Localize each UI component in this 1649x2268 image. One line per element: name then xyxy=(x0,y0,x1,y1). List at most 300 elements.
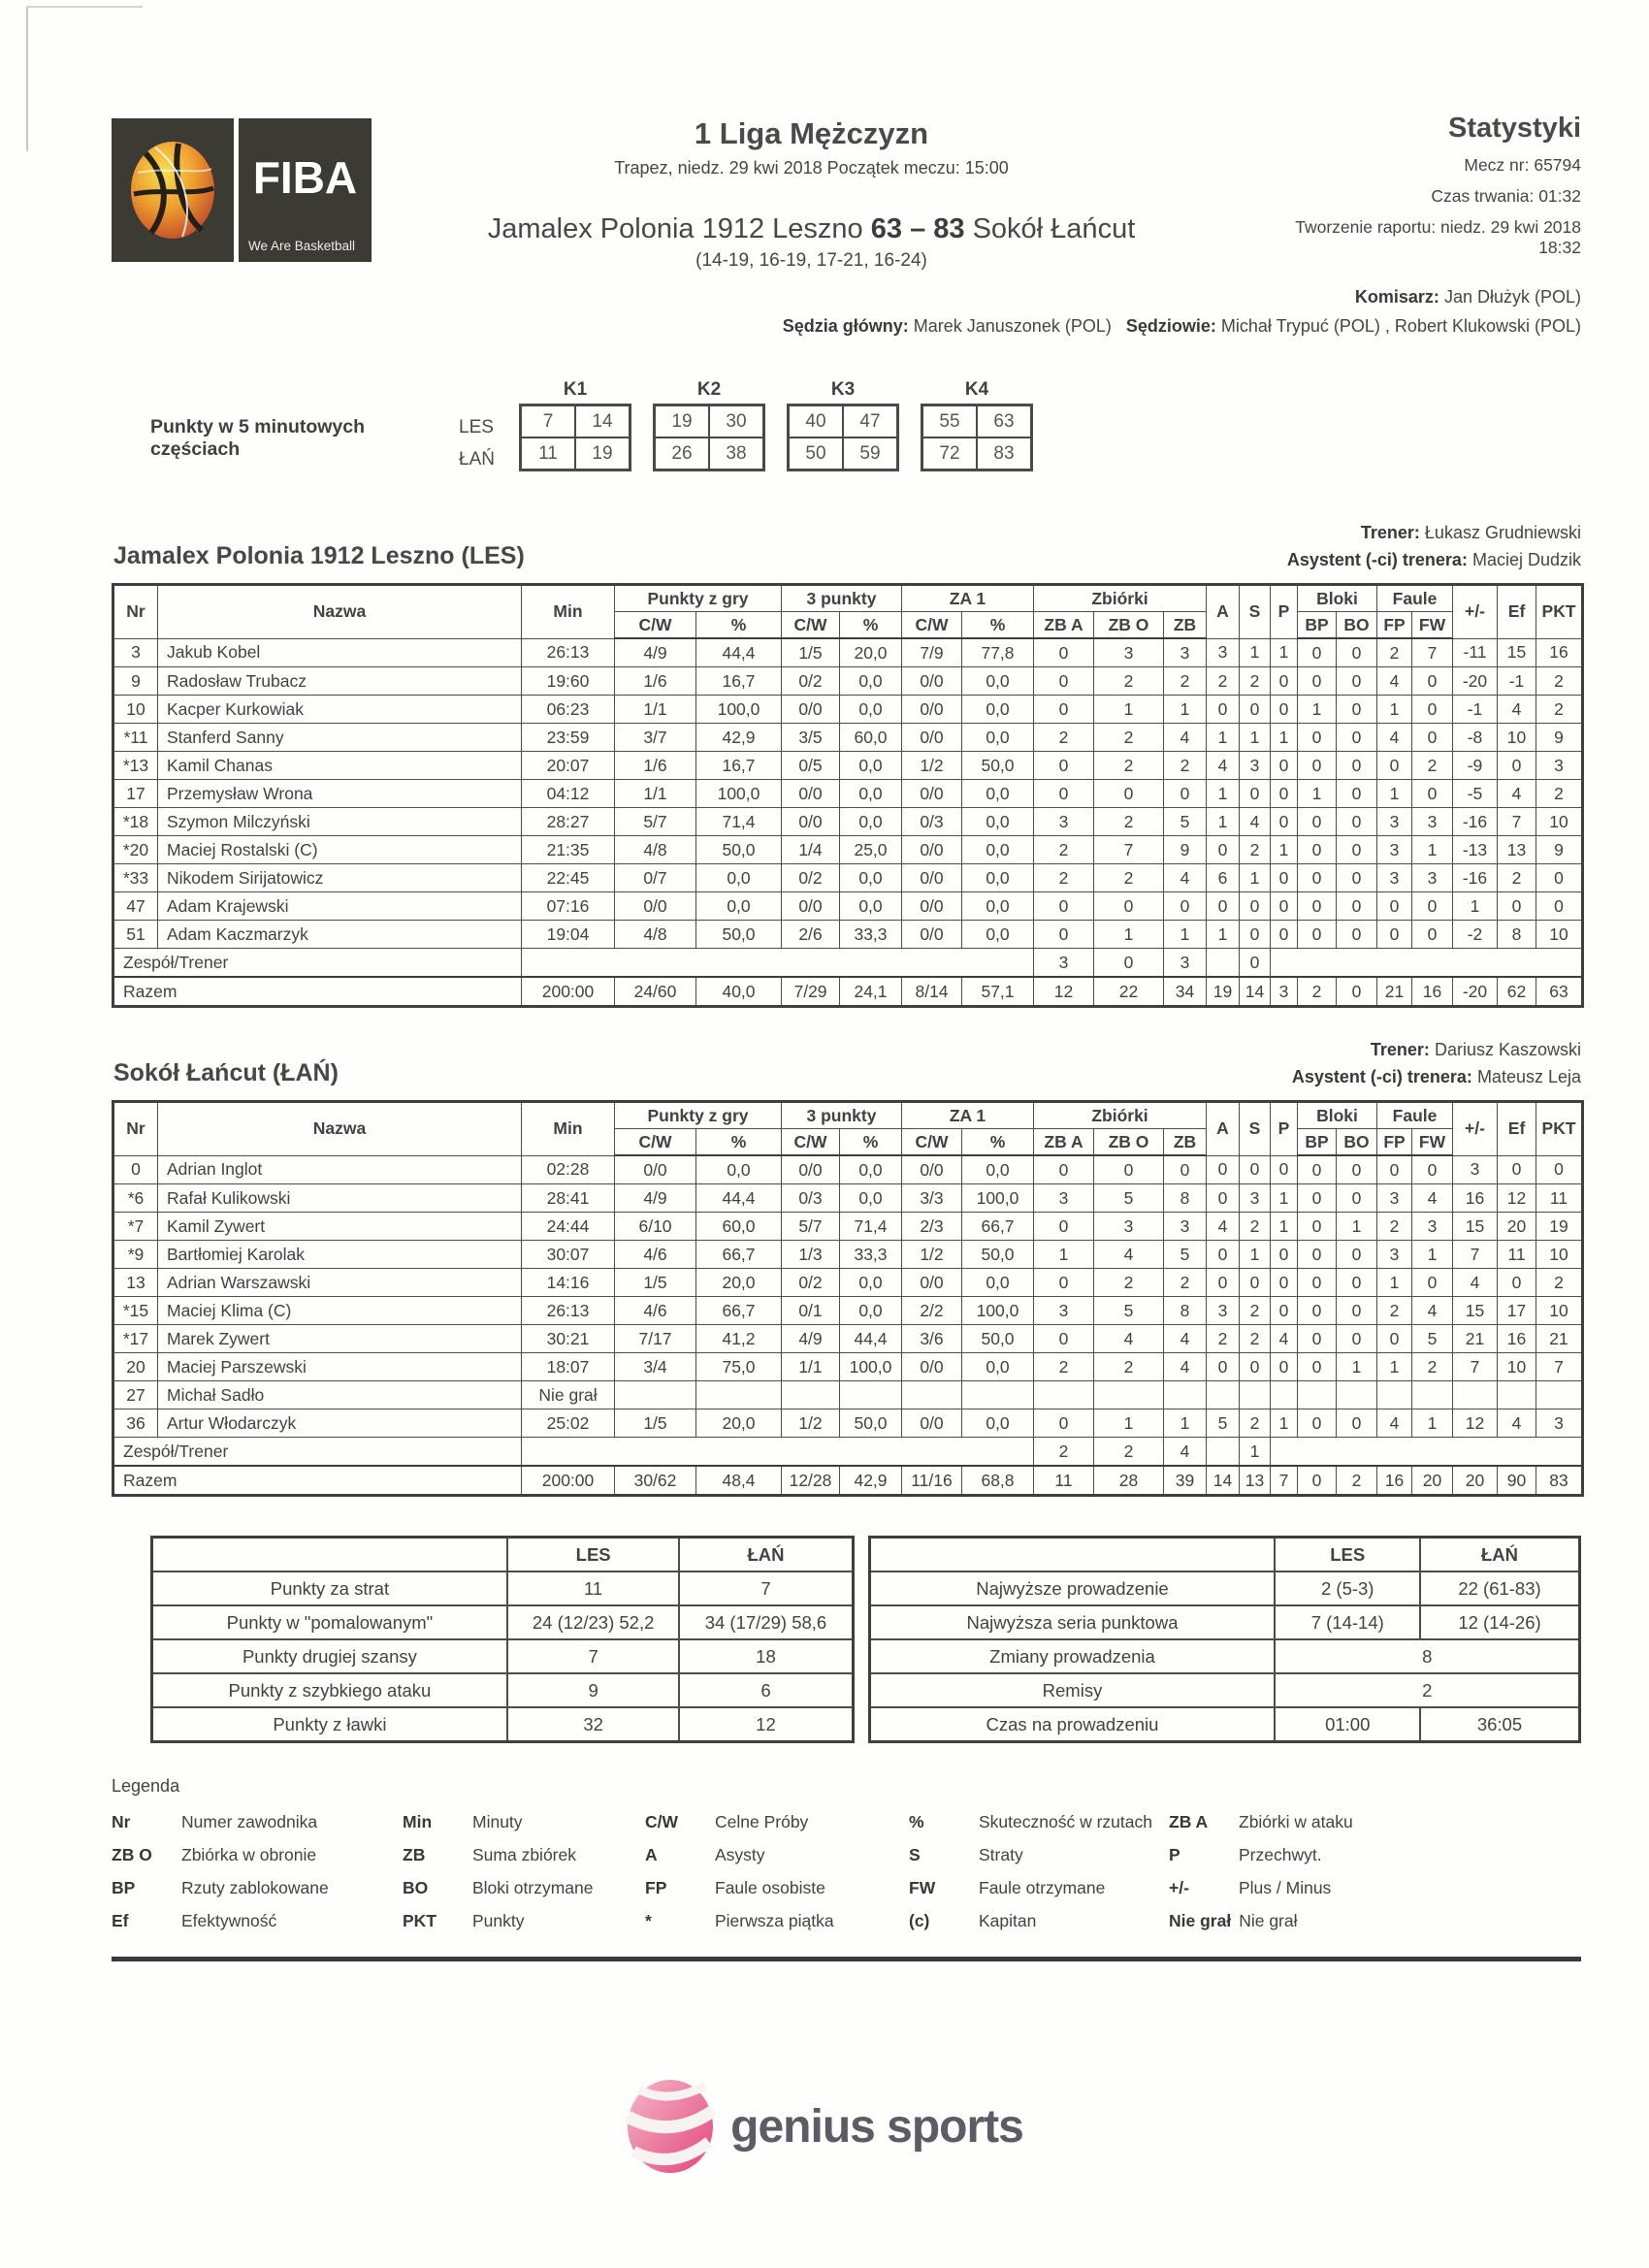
stat-cell: 0 xyxy=(1034,1269,1094,1297)
stat-cell: 4 xyxy=(1377,667,1412,696)
player-row xyxy=(113,892,1583,921)
player-row xyxy=(113,667,1583,696)
legend-description: Efektywność xyxy=(181,1911,277,1930)
stat-cell: 0 xyxy=(1094,949,1164,978)
player-name-cell: Marek Zywert xyxy=(158,1325,522,1353)
stat-cell: 0 xyxy=(1337,1409,1377,1438)
team1-name: Jamalex Polonia 1912 Leszno (LES) xyxy=(113,542,525,569)
stat-cell: 0 xyxy=(1412,921,1453,949)
stat-cell: 0 xyxy=(1498,1269,1536,1297)
legend-abbr: BP xyxy=(112,1878,136,1897)
home-team-code: LES xyxy=(459,416,494,437)
period-label: K3 xyxy=(830,379,856,400)
stat-cell: 1 xyxy=(1094,696,1164,724)
stat-cell: 14 xyxy=(1207,1466,1240,1496)
stat-cell: 0/0 xyxy=(902,864,962,892)
summary-row-label: Punkty za strat xyxy=(152,1571,507,1605)
stat-cell: 0 xyxy=(1298,667,1337,696)
stat-cell: 0/3 xyxy=(782,1184,840,1213)
summary-col-header: LES xyxy=(507,1538,680,1572)
stat-cell: 7 xyxy=(1094,836,1164,864)
stat-cell: 0 xyxy=(1298,752,1337,780)
team2-coach-name: Dariusz Kaszowski xyxy=(1434,1040,1581,1059)
stat-cell: 0 xyxy=(1298,864,1337,892)
column-header: Min xyxy=(522,585,615,639)
stat-cell: 1 xyxy=(1412,836,1453,864)
stat-cell: 4 xyxy=(1094,1241,1164,1269)
stat-cell: -8 xyxy=(1453,724,1498,752)
stat-cell: 0 xyxy=(1271,1155,1298,1184)
stat-cell: 3 xyxy=(1034,1297,1094,1325)
period-score-table xyxy=(921,404,1033,471)
stat-cell: 3 xyxy=(1536,1409,1583,1438)
period-scores-section xyxy=(112,379,1581,475)
stat-cell: 2 xyxy=(1094,864,1164,892)
stat-cell: 2 xyxy=(1412,752,1453,780)
stat-cell: 0,0 xyxy=(840,892,902,921)
summary-value-cell: 12 xyxy=(679,1707,853,1742)
stat-cell: 0 xyxy=(1337,1325,1377,1353)
stat-cell: 27 xyxy=(113,1381,158,1409)
stat-cell: 0 xyxy=(1240,1269,1271,1297)
stat-cell: 1/2 xyxy=(902,752,962,780)
stat-cell: 1 xyxy=(1377,780,1412,808)
player-name-cell: Maciej Parszewski xyxy=(158,1353,522,1381)
stat-cell: 0 xyxy=(1337,1155,1377,1184)
stat-cell: 2 xyxy=(1207,667,1240,696)
legend-description: Suma zbiórek xyxy=(472,1845,576,1864)
stat-cell: 1 xyxy=(1094,921,1164,949)
stat-cell: 3 xyxy=(1377,836,1412,864)
umpires-names: Michał Trypuć (POL) , Robert Klukowski (POL) xyxy=(1220,316,1581,336)
stat-cell: 22 xyxy=(1094,977,1164,1007)
legend-abbr: * xyxy=(645,1911,652,1930)
stat-cell: 2 xyxy=(1536,667,1583,696)
stat-cell: 0/1 xyxy=(782,1297,840,1325)
stat-cell xyxy=(1298,1381,1337,1409)
summary-col-header: ŁAŃ xyxy=(679,1538,853,1572)
summary-value-cell: 01:00 xyxy=(1275,1707,1420,1742)
legend-item xyxy=(645,1911,909,1931)
stat-cell: 100,0 xyxy=(840,1353,902,1381)
stat-cell: 71,4 xyxy=(840,1213,902,1241)
summary-value-cell: 12 (14-26) xyxy=(1420,1605,1580,1639)
column-header: BO xyxy=(1337,1129,1377,1156)
team1-coach-line xyxy=(1287,523,1581,543)
stat-cell: 0 xyxy=(1164,892,1207,921)
stat-cell: 33,3 xyxy=(840,921,902,949)
stat-cell: 3 xyxy=(1034,808,1094,836)
stat-cell: 9 xyxy=(1164,836,1207,864)
stat-cell: 0 xyxy=(1298,921,1337,949)
stat-cell: 24:44 xyxy=(522,1213,615,1241)
column-header: Zbiórki xyxy=(1034,585,1207,612)
legend-abbr: Nie grał xyxy=(1169,1911,1232,1930)
stat-cell: 4/8 xyxy=(615,921,696,949)
player-name-cell: Rafał Kulikowski xyxy=(158,1184,522,1213)
legend-item xyxy=(909,1878,1169,1898)
column-header: +/- xyxy=(1453,1102,1498,1156)
stat-cell: 5 xyxy=(1207,1409,1240,1438)
stat-cell: 8 xyxy=(1164,1297,1207,1325)
summary-value-cell: 11 xyxy=(507,1571,680,1605)
stat-cell: 3 xyxy=(1412,864,1453,892)
stat-cell: 60,0 xyxy=(840,724,902,752)
period-score-cell: 30 xyxy=(709,405,764,438)
header-center xyxy=(372,103,1251,272)
final-score: 63 – 83 xyxy=(870,213,965,244)
stat-cell: 28 xyxy=(1094,1466,1164,1496)
stat-cell xyxy=(1337,1381,1377,1409)
period-label: K4 xyxy=(964,379,989,400)
stat-cell: 0/0 xyxy=(902,892,962,921)
column-header: Ef xyxy=(1498,585,1536,639)
away-team-code: ŁAŃ xyxy=(459,448,495,470)
commissioner-line xyxy=(112,287,1581,308)
legend-item xyxy=(403,1878,645,1898)
column-header: FP xyxy=(1377,612,1412,639)
stat-cell: 0,0 xyxy=(696,864,782,892)
stat-cell: 25,0 xyxy=(840,836,902,864)
column-header: % xyxy=(962,1129,1034,1156)
stat-cell: 4/9 xyxy=(782,1325,840,1353)
stat-cell xyxy=(1207,1438,1240,1467)
stat-cell: 10 xyxy=(113,696,158,724)
commissioner-label: Komisarz: xyxy=(1354,287,1439,307)
stat-cell: 1 xyxy=(1240,638,1271,667)
stat-cell: 1 xyxy=(1164,1409,1207,1438)
stat-cell: -1 xyxy=(1498,667,1536,696)
legend-item xyxy=(112,1812,403,1832)
assistant-label: Asystent (-ci) trenera: xyxy=(1291,1067,1472,1086)
stat-cell: 0 xyxy=(1337,977,1377,1007)
brand-footer xyxy=(0,2078,1649,2175)
stat-cell: 2 xyxy=(1094,752,1164,780)
coach-label: Trener: xyxy=(1360,523,1420,542)
stat-cell: 0,0 xyxy=(696,1155,782,1184)
stat-cell: 2 xyxy=(1034,836,1094,864)
stat-cell: 8 xyxy=(1498,921,1536,949)
stat-cell: 1 xyxy=(1271,836,1298,864)
stat-cell: 0/2 xyxy=(782,1269,840,1297)
player-row xyxy=(113,836,1583,864)
stat-cell: *13 xyxy=(113,752,158,780)
stat-cell: 20 xyxy=(113,1353,158,1381)
legend-item xyxy=(909,1911,1169,1931)
summary-corner-cell xyxy=(869,1538,1275,1572)
team-bench-label: Zespół/Trener xyxy=(113,949,522,978)
stat-cell: 44,4 xyxy=(696,638,782,667)
stat-cell: 7 xyxy=(1536,1353,1583,1381)
player-name-cell: Jakub Kobel xyxy=(158,638,522,667)
legend-title: Legenda xyxy=(112,1776,180,1796)
stat-cell: 0 xyxy=(1536,864,1583,892)
stat-cell: 12 xyxy=(1034,977,1094,1007)
stat-cell: 0 xyxy=(1094,1155,1164,1184)
stat-cell: 0 xyxy=(1034,1409,1094,1438)
stat-cell: 0 xyxy=(1271,1353,1298,1381)
player-row xyxy=(113,696,1583,724)
stat-cell: 0 xyxy=(1337,780,1377,808)
stat-cell: 20,0 xyxy=(696,1409,782,1438)
summary-row xyxy=(869,1639,1579,1673)
stat-cell xyxy=(615,1381,696,1409)
stat-cell: 02:28 xyxy=(522,1155,615,1184)
stat-cell: 1/1 xyxy=(615,780,696,808)
legend-grid xyxy=(112,1812,1581,1931)
head-referee-name: Marek Januszonek (POL) xyxy=(913,316,1112,336)
stat-cell: 0,0 xyxy=(840,667,902,696)
stat-cell: 0/0 xyxy=(902,667,962,696)
stat-cell: 0/7 xyxy=(615,864,696,892)
stat-cell: 0 xyxy=(1298,1353,1337,1381)
period-box xyxy=(787,379,899,471)
stat-cell: 0,0 xyxy=(962,1155,1034,1184)
legend-description: Celne Próby xyxy=(715,1812,809,1831)
period-score-table xyxy=(653,404,765,471)
player-row xyxy=(113,1269,1583,1297)
column-header: Bloki xyxy=(1298,585,1377,612)
column-header: Nazwa xyxy=(158,1102,522,1156)
stat-cell: 0 xyxy=(1240,892,1271,921)
stat-cell xyxy=(840,1381,902,1409)
period-score-cell: 50 xyxy=(789,437,844,470)
stat-cell: 3 xyxy=(1271,977,1298,1007)
player-row xyxy=(113,1381,1583,1409)
stat-cell: 0,0 xyxy=(962,1269,1034,1297)
stat-cell: 66,7 xyxy=(696,1297,782,1325)
stat-cell: 7/9 xyxy=(902,638,962,667)
stat-cell: 0 xyxy=(1240,921,1271,949)
stat-cell: 2 xyxy=(1207,1325,1240,1353)
totals-label: Razem xyxy=(113,1466,522,1496)
summary-value-cell: 8 xyxy=(1275,1639,1579,1673)
stat-cell: 2/3 xyxy=(902,1213,962,1241)
stat-cell: 1/6 xyxy=(615,752,696,780)
stat-cell: 0,0 xyxy=(840,1297,902,1325)
stat-cell: 2/2 xyxy=(902,1297,962,1325)
stat-cell: 0 xyxy=(1164,780,1207,808)
stat-cell: 0/2 xyxy=(782,667,840,696)
stat-cell: 3 xyxy=(1536,752,1583,780)
stat-cell: 28:27 xyxy=(522,808,615,836)
stat-cell: 26:13 xyxy=(522,1297,615,1325)
legend-abbr: +/- xyxy=(1169,1878,1189,1897)
stat-cell: 1 xyxy=(1034,1241,1094,1269)
stat-cell: 0/0 xyxy=(902,1155,962,1184)
stat-cell: 12/28 xyxy=(782,1466,840,1496)
stat-cell xyxy=(522,949,1034,978)
box-score-header xyxy=(113,585,1583,639)
stat-cell: 0,0 xyxy=(962,836,1034,864)
stats-heading: Statystyki xyxy=(1447,113,1581,144)
column-header: Min xyxy=(522,1102,615,1156)
stat-cell: 7 xyxy=(1453,1353,1498,1381)
summary-value-cell: 18 xyxy=(679,1639,853,1673)
legend-item xyxy=(645,1878,909,1898)
stat-cell: 50,0 xyxy=(962,1241,1034,1269)
summary-row-label: Najwyższa seria punktowa xyxy=(869,1605,1275,1639)
fiba-ball-icon xyxy=(124,134,221,246)
column-header: % xyxy=(962,612,1034,639)
legend-description: Nie grał xyxy=(1239,1911,1298,1930)
period-score-row xyxy=(789,405,898,438)
period-score-cell: 7 xyxy=(521,405,576,438)
legend-abbr: ZB O xyxy=(112,1845,152,1864)
stat-cell: 3 xyxy=(1034,949,1094,978)
legend-abbr: P xyxy=(1169,1845,1180,1864)
stat-cell: 4 xyxy=(1164,724,1207,752)
legend-item xyxy=(645,1845,909,1865)
stat-cell: 2 xyxy=(1240,667,1271,696)
stat-cell: 26:13 xyxy=(522,638,615,667)
legend-description: Faule osobiste xyxy=(715,1878,825,1897)
player-name-cell: Szymon Milczyński xyxy=(158,808,522,836)
stat-cell: 15 xyxy=(1498,638,1536,667)
team2-name: Sokół Łańcut (ŁAŃ) xyxy=(113,1059,339,1086)
column-header: Faule xyxy=(1377,1102,1453,1129)
player-row xyxy=(113,1409,1583,1438)
stat-cell: 0 xyxy=(1298,638,1337,667)
column-header: Faule xyxy=(1377,585,1453,612)
column-header: ZB O xyxy=(1094,612,1164,639)
column-header: P xyxy=(1271,585,1298,639)
column-header: C/W xyxy=(902,612,962,639)
column-header: ZB A xyxy=(1034,612,1094,639)
stat-cell: 3 xyxy=(1453,1155,1498,1184)
stat-cell: 48,4 xyxy=(696,1466,782,1496)
period-score-cell: 47 xyxy=(843,405,898,438)
stat-cell: 68,8 xyxy=(962,1466,1034,1496)
stat-cell: 1 xyxy=(1271,1409,1298,1438)
stat-cell: 20 xyxy=(1412,1466,1453,1496)
stat-cell: 0/0 xyxy=(782,892,840,921)
stat-cell: 0 xyxy=(1337,892,1377,921)
column-header: P xyxy=(1271,1102,1298,1156)
summary-col-header: ŁAŃ xyxy=(1420,1538,1580,1572)
legend-description: Minuty xyxy=(472,1812,523,1831)
stat-cell: 1 xyxy=(1207,724,1240,752)
stat-cell: 2 xyxy=(1377,1297,1412,1325)
period-score-row xyxy=(922,437,1032,470)
stat-cell: 1 xyxy=(1453,892,1498,921)
stat-cell: 4 xyxy=(1164,1438,1207,1467)
column-header: FP xyxy=(1377,1129,1412,1156)
stat-cell: 23:59 xyxy=(522,724,615,752)
legend-description: Skuteczność w rzutach xyxy=(979,1812,1152,1831)
column-header: Nr xyxy=(113,1102,158,1156)
stat-cell: 3 xyxy=(1034,1184,1094,1213)
summary-row xyxy=(152,1571,854,1605)
player-row xyxy=(113,1325,1583,1353)
column-header: % xyxy=(696,1129,782,1156)
stat-cell: 13 xyxy=(113,1269,158,1297)
stat-cell: 0 xyxy=(1034,638,1094,667)
stat-cell: 5/7 xyxy=(782,1213,840,1241)
coach-label: Trener: xyxy=(1370,1040,1430,1059)
stat-cell: 0,0 xyxy=(962,780,1034,808)
period-score-row xyxy=(521,405,630,438)
stat-cell: 3/3 xyxy=(902,1184,962,1213)
box-score-header xyxy=(113,1102,1583,1156)
player-row xyxy=(113,808,1583,836)
stat-cell: 0 xyxy=(1536,1155,1583,1184)
stat-cell: *20 xyxy=(113,836,158,864)
stat-cell: 83 xyxy=(1536,1466,1583,1496)
player-name-cell: Przemysław Wrona xyxy=(158,780,522,808)
stat-cell: *6 xyxy=(113,1184,158,1213)
player-row xyxy=(113,1155,1583,1184)
column-header: % xyxy=(840,1129,902,1156)
team-bench-row xyxy=(113,1438,1583,1467)
stat-cell: 10 xyxy=(1536,1297,1583,1325)
column-header: C/W xyxy=(782,1129,840,1156)
stat-cell: 0 xyxy=(1298,1184,1337,1213)
player-name-cell: Michał Sadło xyxy=(158,1381,522,1409)
team-bench-label: Zespół/Trener xyxy=(113,1438,522,1467)
stat-cell: 3 xyxy=(1094,1213,1164,1241)
column-header: FW xyxy=(1412,1129,1453,1156)
stat-cell: 13 xyxy=(1498,836,1536,864)
team1-header xyxy=(112,516,1581,570)
genius-sports-wordmark: genius sports xyxy=(730,2100,1023,2153)
stat-cell xyxy=(1453,1381,1498,1409)
stat-cell: 4/9 xyxy=(615,1184,696,1213)
stat-cell: 10 xyxy=(1536,808,1583,836)
stat-cell: 0 xyxy=(1337,1297,1377,1325)
player-name-cell: Kamil Chanas xyxy=(158,752,522,780)
league-title: 1 Liga Mężczyzn xyxy=(694,116,929,150)
scan-edge xyxy=(26,6,143,8)
summary-value-cell: 2 (5-3) xyxy=(1275,1571,1420,1605)
column-header: ZA 1 xyxy=(902,1102,1034,1129)
summary-row-label: Punkty w "pomalowanym" xyxy=(152,1605,507,1639)
stat-cell: 4 xyxy=(1164,1325,1207,1353)
stat-cell: 10 xyxy=(1498,724,1536,752)
stat-cell: 10 xyxy=(1536,921,1583,949)
totals-row xyxy=(113,977,1583,1007)
stat-cell: 10 xyxy=(1498,1353,1536,1381)
stat-cell: 1 xyxy=(1298,780,1337,808)
stat-cell: 0 xyxy=(1034,667,1094,696)
summary-header-row xyxy=(152,1538,854,1572)
stat-cell: *7 xyxy=(113,1213,158,1241)
summary-value-cell: 7 xyxy=(679,1571,853,1605)
stat-cell: 2 xyxy=(1412,1353,1453,1381)
stat-cell: 17 xyxy=(113,780,158,808)
player-row xyxy=(113,780,1583,808)
stat-cell: -20 xyxy=(1453,667,1498,696)
stat-cell: 0,0 xyxy=(962,921,1034,949)
legend-section xyxy=(112,1776,1581,1961)
column-header: Ef xyxy=(1498,1102,1536,1156)
stat-cell: 18:07 xyxy=(522,1353,615,1381)
stat-cell xyxy=(1271,1438,1583,1467)
summary-value-cell: 2 xyxy=(1275,1673,1579,1707)
stat-cell: 10 xyxy=(1536,1241,1583,1269)
stat-cell: 0 xyxy=(113,1155,158,1184)
stat-cell: 7/29 xyxy=(782,977,840,1007)
stat-cell xyxy=(1207,1381,1240,1409)
stat-cell: 0,0 xyxy=(696,892,782,921)
stat-cell: 0 xyxy=(1412,892,1453,921)
match-duration: Czas trwania: 01:32 xyxy=(1431,186,1581,206)
stat-cell: 1 xyxy=(1337,1213,1377,1241)
team2-box-score-table xyxy=(112,1100,1584,1497)
stat-cell: 1 xyxy=(1377,1353,1412,1381)
match-line xyxy=(372,213,1251,245)
column-header: ZB xyxy=(1164,1129,1207,1156)
